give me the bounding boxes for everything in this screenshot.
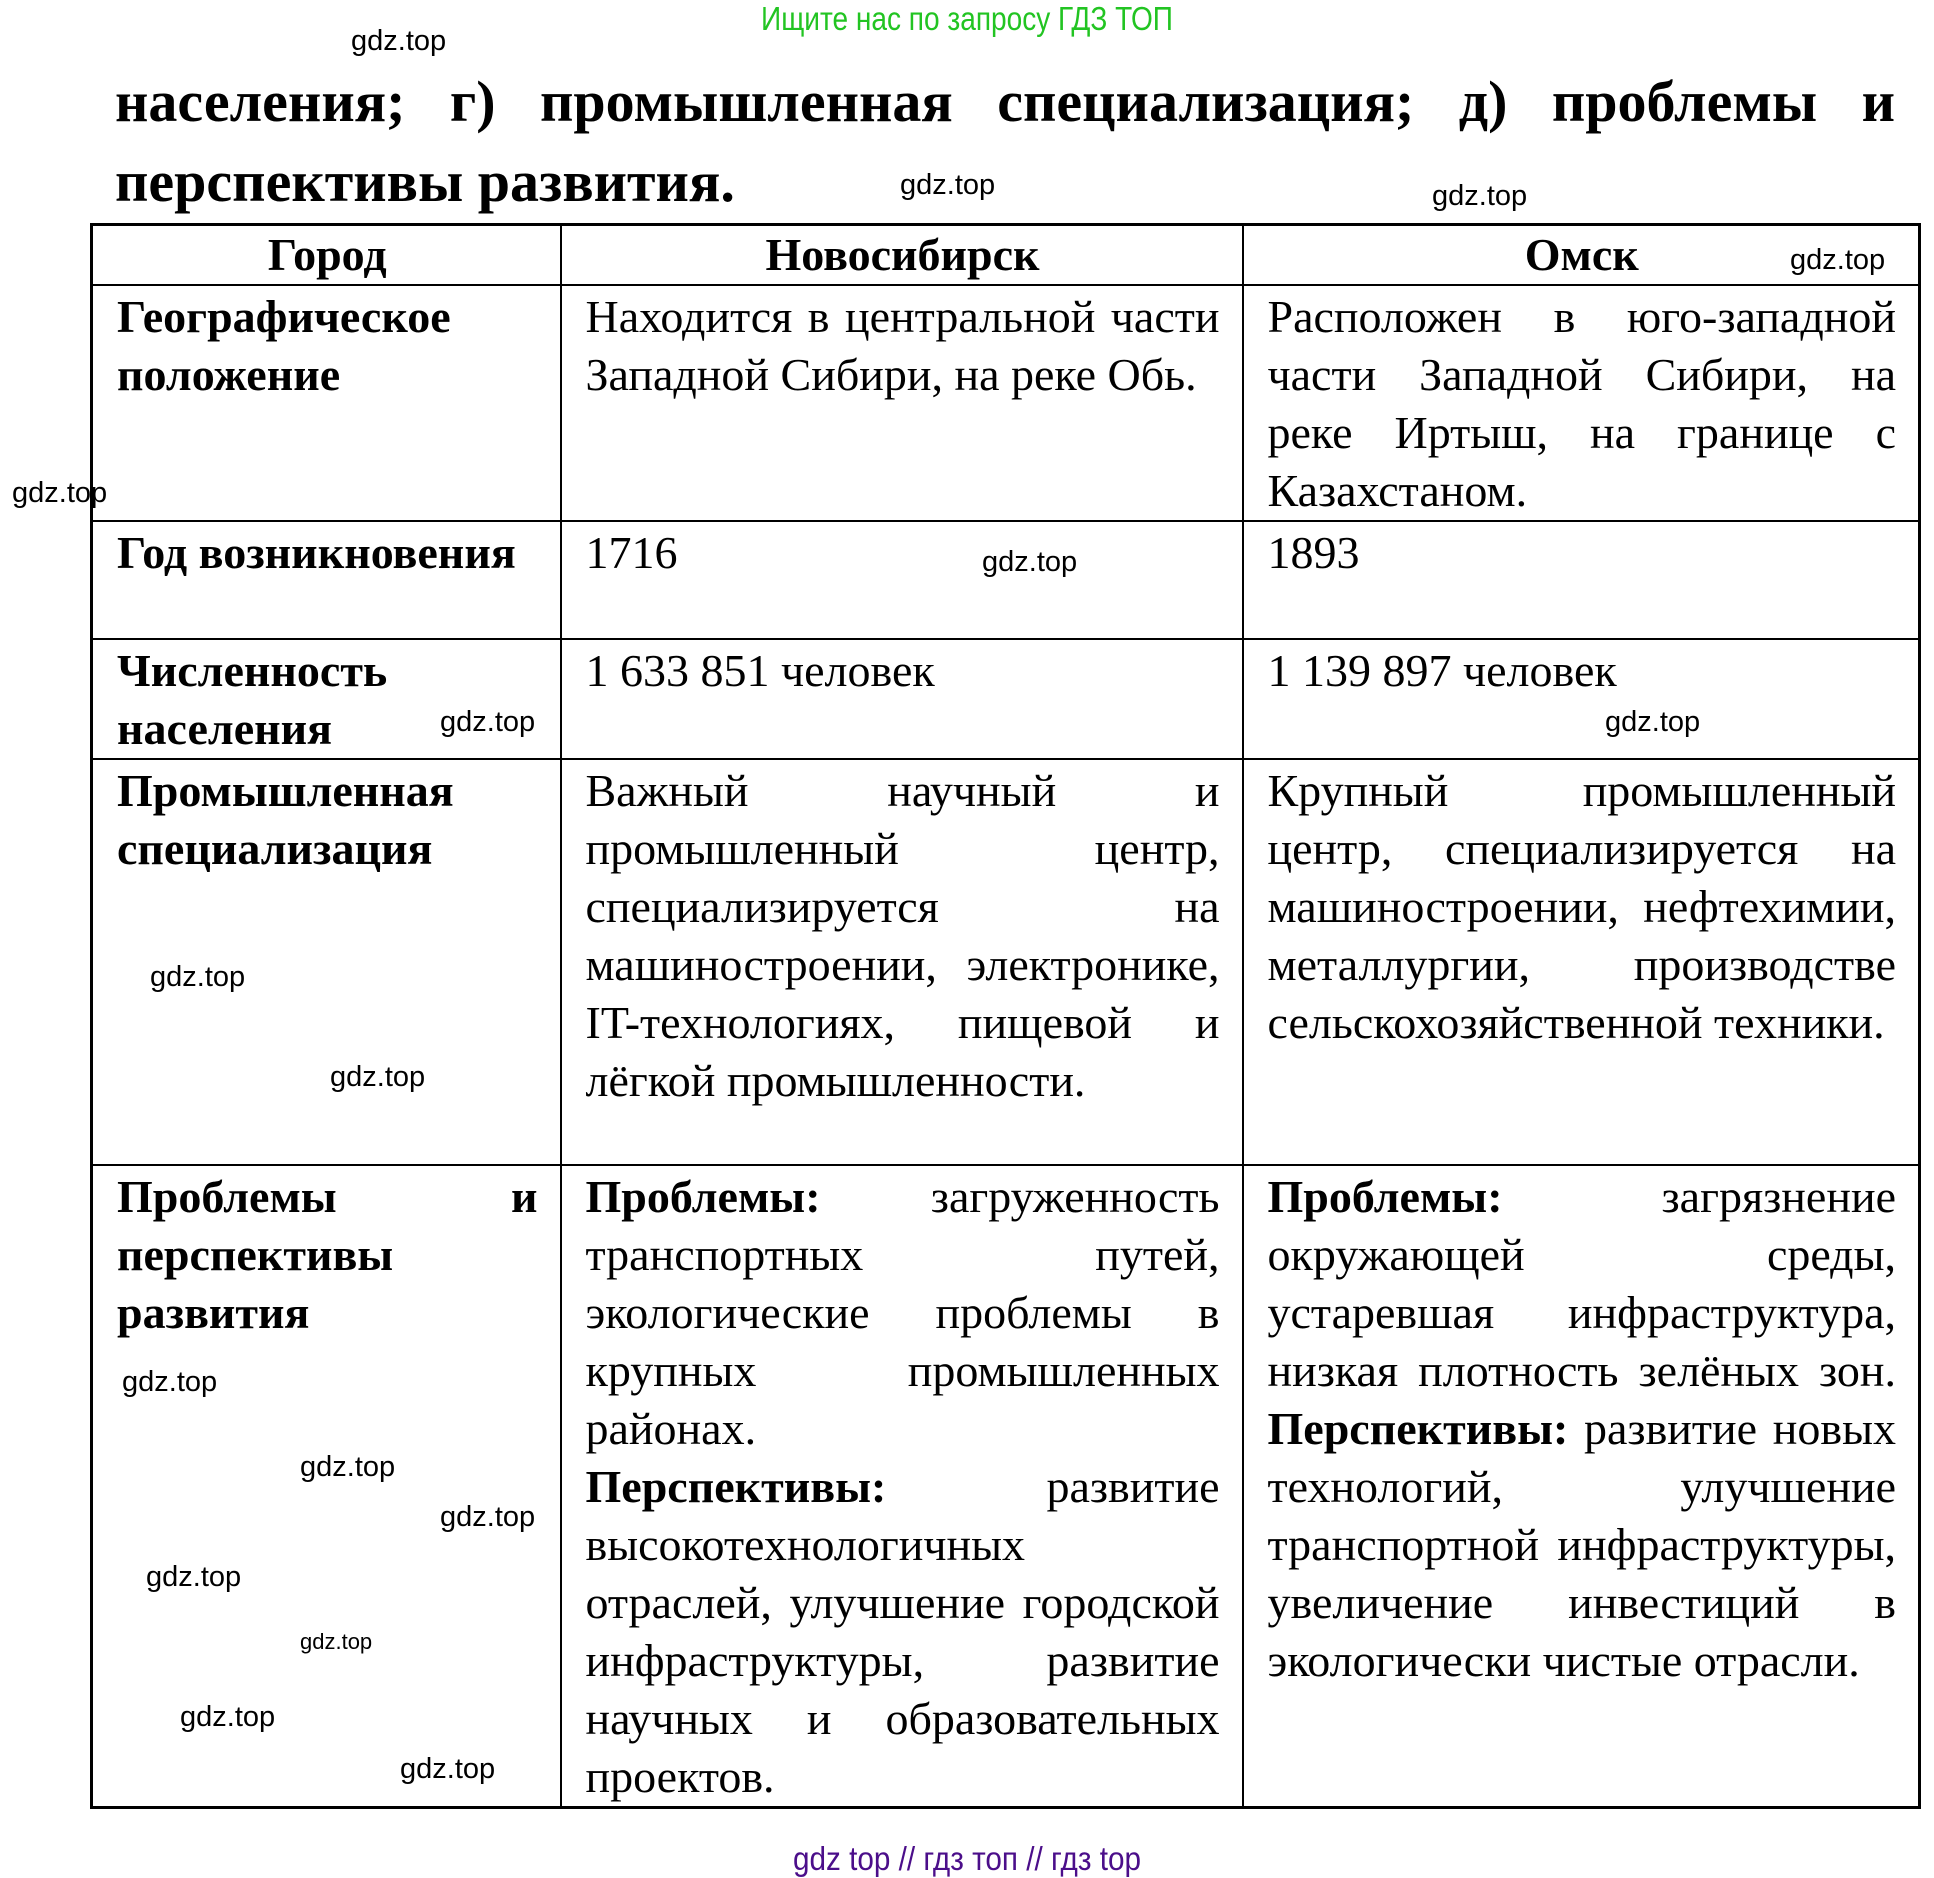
header-city: Город xyxy=(92,225,561,286)
cities-table xyxy=(90,223,1921,1809)
table-row xyxy=(92,759,1920,1165)
cell-novosibirsk: 1716 xyxy=(561,521,1243,639)
problems-label: Проблемы: xyxy=(1267,1171,1503,1222)
row-label: Промышленная специализация xyxy=(92,759,561,1165)
watermark: gdz.top xyxy=(400,1753,496,1785)
watermark: gdz.top xyxy=(1605,706,1701,738)
problems-text: загруженность транспортных путей, экологические проблемы в крупных промышленных районах. xyxy=(585,1171,1220,1454)
problems-text: загрязнение окружающей среды, устаревшая инфраструктура, низкая плотность зелёных зон. xyxy=(1267,1171,1896,1396)
watermark: gdz.top xyxy=(300,1629,373,1654)
prospects-label: Перспективы: xyxy=(1267,1403,1569,1454)
watermark: gdz.top xyxy=(1432,180,1528,212)
watermark: gdz.top xyxy=(12,477,108,509)
intro-text: населения; г) промышленная специализация; д) проблемы и перспективы развития. xyxy=(115,69,1895,214)
watermark: gdz.top xyxy=(146,1561,242,1593)
watermark: gdz.top xyxy=(180,1701,276,1733)
watermark: gdz.top xyxy=(1790,244,1886,276)
prospects-label: Перспективы: xyxy=(585,1461,887,1512)
cell-omsk: Крупный промышленный центр, специализируется на машиностроении, нефтехимии, металлургии, производстве сельскохозяйственной техники. xyxy=(1243,759,1920,1165)
table-row xyxy=(92,285,1920,521)
header-omsk: Омск xyxy=(1243,225,1920,286)
watermark: gdz.top xyxy=(440,1501,536,1533)
search-banner: Ищите нас по запросу ГДЗ ТОП xyxy=(761,0,1173,37)
watermark: gdz.top xyxy=(900,169,996,201)
watermark: gdz.top xyxy=(440,706,536,738)
watermark: gdz.top xyxy=(330,1061,426,1093)
row-label: Географическое положение xyxy=(92,285,561,521)
watermark: gdz.top xyxy=(300,1451,396,1483)
watermark: gdz.top xyxy=(982,546,1078,578)
header-novosibirsk: Новосибирск xyxy=(561,225,1243,286)
cell-omsk: 1 139 897 человек xyxy=(1243,639,1920,759)
cell-novosibirsk xyxy=(561,1165,1243,1808)
cell-omsk: 1893 xyxy=(1243,521,1920,639)
prospects-text: развитие высокотехнологичных отраслей, улучшение городской инфраструктуры, развитие научных и образовательных проектов. xyxy=(585,1461,1220,1802)
cell-omsk: Расположен в юго-западной части Западной Сибири, на реке Иртыш, на границе с Казахстаном. xyxy=(1243,285,1920,521)
table-row xyxy=(92,521,1920,639)
problems-label: Проблемы: xyxy=(585,1171,821,1222)
row-label: Год возникновения xyxy=(92,521,561,639)
table-header-row xyxy=(92,225,1920,286)
cell-omsk xyxy=(1243,1165,1920,1808)
cell-novosibirsk: Важный научный и промышленный центр, специализируется на машиностроении, электронике, IT-технологиях, пищевой и лёгкой промышленности. xyxy=(561,759,1243,1165)
watermark: gdz.top xyxy=(351,25,447,57)
table-row xyxy=(92,639,1920,759)
watermark: gdz.top xyxy=(122,1366,218,1398)
table-row xyxy=(92,1165,1920,1808)
cell-novosibirsk: Находится в центральной части Западной Сибири, на реке Обь. xyxy=(561,285,1243,521)
prospects-text: развитие новых технологий, улучшение транспортной инфраструктуры, увеличение инвестиций в экологически чистые отрасли. xyxy=(1267,1403,1896,1686)
row-label: Численность населения xyxy=(92,639,561,759)
footer-links: gdz top // гдз топ // гдз top xyxy=(793,1840,1141,1877)
cell-novosibirsk: 1 633 851 человек xyxy=(561,639,1243,759)
watermark: gdz.top xyxy=(150,961,246,993)
row-label: Проблемы и перспективы развития xyxy=(92,1165,561,1808)
